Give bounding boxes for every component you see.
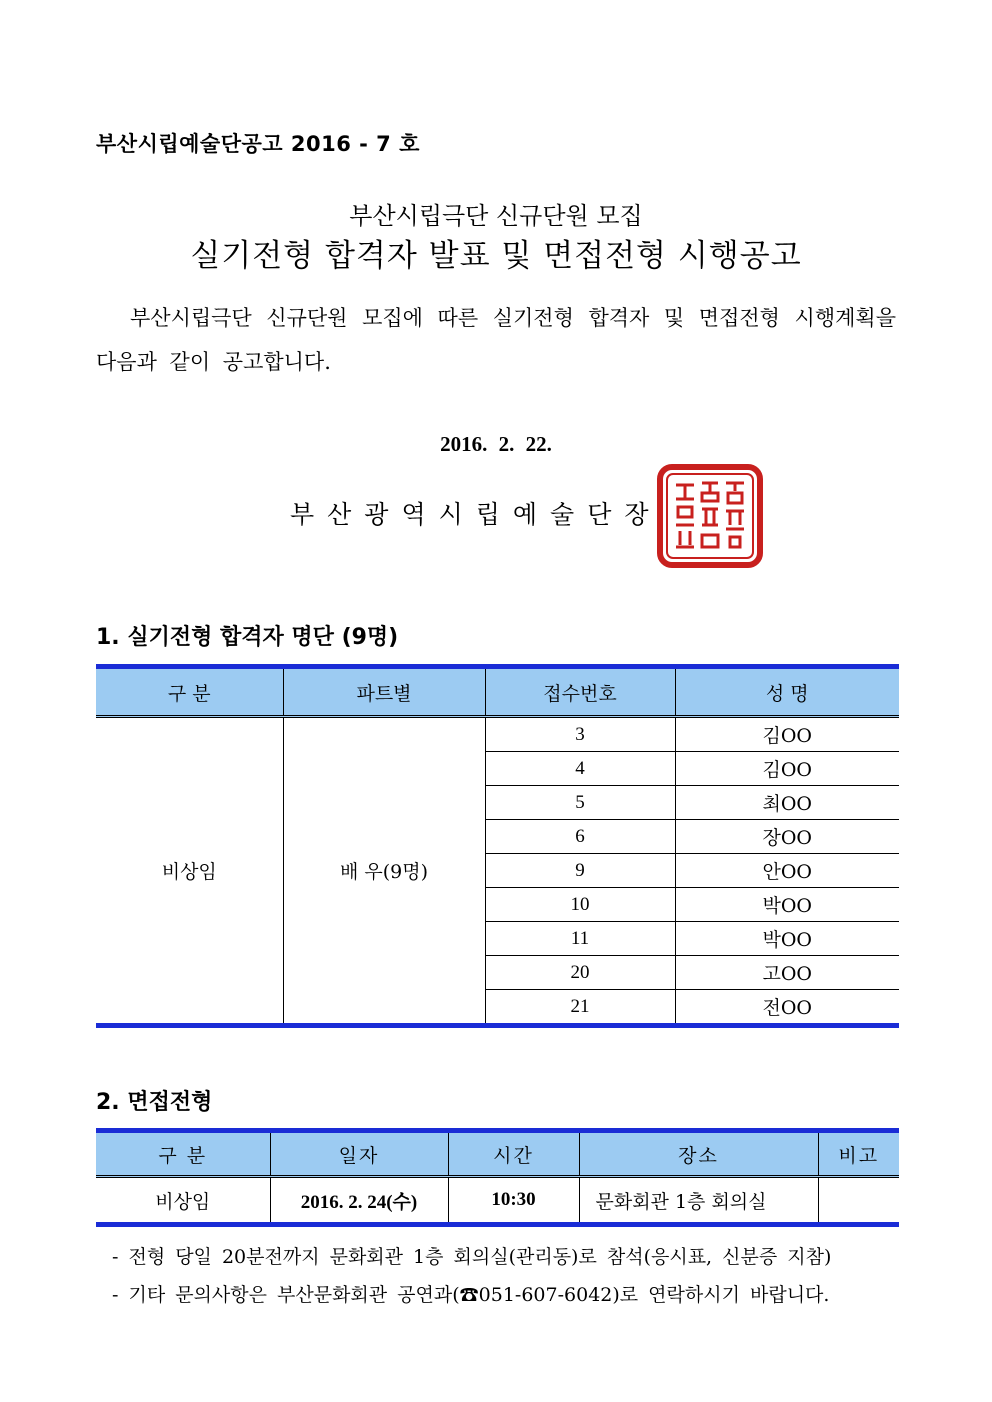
receipt-no-cell: 4 bbox=[485, 752, 675, 786]
notes bbox=[112, 1238, 831, 1314]
organization-name: 부산광역시립예술단장 bbox=[290, 500, 662, 529]
receipt-no-cell: 21 bbox=[485, 990, 675, 1026]
receipt-no-cell: 11 bbox=[485, 922, 675, 956]
header-note: 비고 bbox=[818, 1131, 899, 1177]
notice-number: 부산시립예술단공고 2016 - 7 호 bbox=[96, 132, 420, 156]
date-cell: 2016. 2. 24(수) bbox=[270, 1177, 448, 1225]
place-cell: 문화회관 1층 회의실 bbox=[579, 1177, 818, 1225]
header-date: 일자 bbox=[270, 1131, 448, 1177]
main-title: 실기전형 합격자 발표 및 면접전형 시행공고 bbox=[190, 238, 802, 274]
name-cell: 안OO bbox=[675, 854, 899, 888]
header-time: 시간 bbox=[448, 1131, 579, 1177]
receipt-no-cell: 5 bbox=[485, 786, 675, 820]
category-cell: 비상임 bbox=[96, 1177, 270, 1225]
header-receipt-no: 접수번호 bbox=[485, 667, 675, 717]
name-cell: 박OO bbox=[675, 922, 899, 956]
name-cell: 박OO bbox=[675, 888, 899, 922]
name-cell: 김OO bbox=[675, 717, 899, 752]
header-part: 파트별 bbox=[283, 667, 485, 717]
part-cell: 배 우(9명) bbox=[283, 717, 485, 1026]
header-category: 구 분 bbox=[96, 1131, 270, 1177]
category-cell: 비상임 bbox=[96, 717, 283, 1026]
section2-title: 2. 면접전형 bbox=[96, 1090, 213, 1115]
header-name: 성 명 bbox=[675, 667, 899, 717]
receipt-no-cell: 20 bbox=[485, 956, 675, 990]
name-cell: 김OO bbox=[675, 752, 899, 786]
receipt-no-cell: 6 bbox=[485, 820, 675, 854]
name-cell: 최OO bbox=[675, 786, 899, 820]
header-category: 구 분 bbox=[96, 667, 283, 717]
note-line: - 전형 당일 20분전까지 문화회관 1층 회의실(관리동)로 참석(응시표, 신분증 지참) bbox=[112, 1246, 832, 1268]
interview-table bbox=[96, 1128, 899, 1227]
passer-table bbox=[96, 664, 899, 1028]
name-cell: 고OO bbox=[675, 956, 899, 990]
section1-title: 1. 실기전형 합격자 명단 (9명) bbox=[96, 625, 399, 650]
table-row bbox=[96, 717, 899, 752]
sub-title: 부산시립극단 신규단원 모집 bbox=[349, 202, 643, 230]
note-line: - 기타 문의사항은 부산문화회관 공연과(☎051-607-6042)로 연락하시기 바랍니다. bbox=[112, 1284, 830, 1306]
receipt-no-cell: 9 bbox=[485, 854, 675, 888]
table-row bbox=[96, 1177, 899, 1225]
header-place: 장소 bbox=[579, 1131, 818, 1177]
note-cell bbox=[818, 1177, 899, 1225]
name-cell: 전OO bbox=[675, 990, 899, 1026]
intro-paragraph: 부산시립극단 신규단원 모집에 따른 실기전형 합격자 및 면접전형 시행계획을 다음과 같이 공고합니다. bbox=[96, 306, 896, 374]
official-seal-icon bbox=[656, 463, 764, 569]
announcement-date: 2016. 2. 22. bbox=[440, 432, 552, 456]
name-cell: 장OO bbox=[675, 820, 899, 854]
time-cell: 10:30 bbox=[448, 1177, 579, 1225]
receipt-no-cell: 10 bbox=[485, 888, 675, 922]
receipt-no-cell: 3 bbox=[485, 717, 675, 752]
